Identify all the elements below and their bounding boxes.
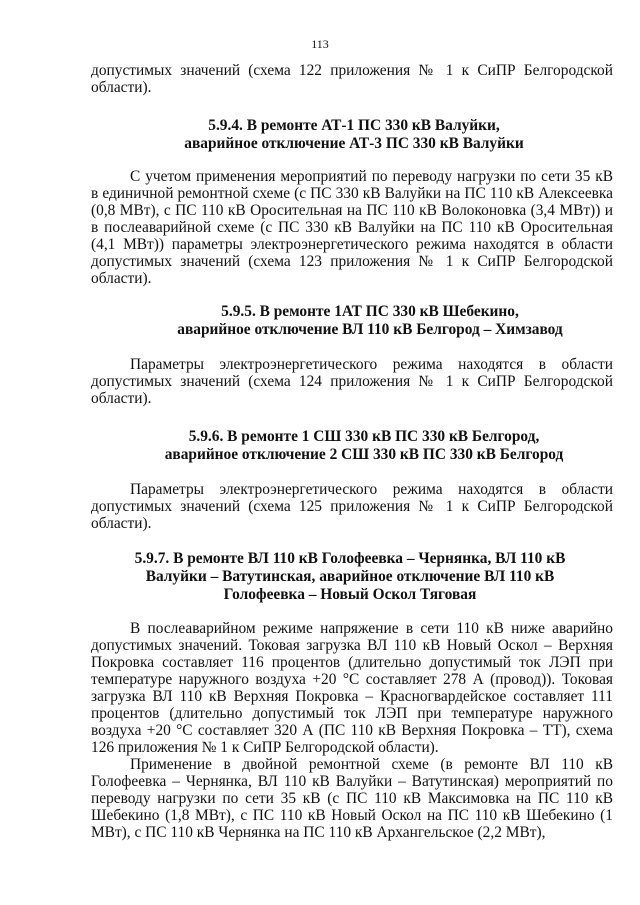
section-heading-5-9-4: 5.9.4. В ремонте АТ-1 ПС 330 кВ Валуйки, аварийное отключение АТ-3 ПС 330 кВ Валуйки	[184, 117, 524, 152]
section-heading-5-9-5: 5.9.5. В ремонте 1АТ ПС 330 кВ Шебекино, аварийное отключение ВЛ 110 кВ Белгород – Химзавод	[177, 303, 563, 338]
page-number: 113	[311, 37, 329, 51]
paragraph-5-9-6: Параметры электроэнергетического режима находятся в области допустимых значений (схема 125 приложения № 1 к СиПР Белгородской области).	[91, 481, 613, 532]
section-heading-5-9-6: 5.9.6. В ремонте 1 СШ 330 кВ ПС 330 кВ Белгород, аварийное отключение 2 СШ 330 кВ ПС 330 кВ Белгород	[164, 428, 564, 463]
paragraph-5-9-5: Параметры электроэнергетического режима находятся в области допустимых значений (схема 124 приложения № 1 к СиПР Белгородской области).	[91, 356, 613, 407]
paragraph-continuation: допустимых значений (схема 122 приложения № 1 к СиПР Белгородской области).	[91, 62, 613, 96]
paragraph-5-9-7-a: В послеаварийном режиме напряжение в сети 110 кВ ниже аварийно допустимых значений. Токовая загрузка ВЛ 110 кВ Новый Оскол – Верхняя Покровка составляет 116 процентов (длительно допустимый ток ЛЭП при температуре наружного воздуха +20 °С составляет 278 А (провод)). Токовая загрузка ВЛ 110 кВ Верхняя Покровка – Красногвардейское составляет 111 процентов (длительно допустимый ток ЛЭП при температуре наружного воздуха +20 °С составляет 320 А (ПС 110 кВ Верхняя Покровка – ТТ), схема 126 приложения № 1 к СиПР Белгородской области).	[91, 620, 613, 756]
paragraph-5-9-4: С учетом применения мероприятий по переводу нагрузки по сети 35 кВ в единичной ремонтной схеме (с ПС 330 кВ Валуйки на ПС 110 кВ Алексеевка (0,8 МВт), с ПС 110 кВ Оросительная на ПС 110 кВ Волоконовка (3,4 МВт)) и в послеаварийной схеме (с ПС 330 кВ Валуйки на ПС 110 кВ Оросительная (4,1 МВт)) параметры электроэнергетического режима находятся в области допустимых значений (схема 123 приложения № 1 к СиПР Белгородской области).	[91, 168, 613, 287]
paragraph-5-9-7-b: Применение в двойной ремонтной схеме (в ремонте ВЛ 110 кВ Голофеевка – Чернянка, ВЛ 110 кВ Валуйки – Ватутинская) мероприятий по переводу нагрузки по сети 35 кВ (с ПС 110 кВ Максимовка на ПС 110 кВ Шебекино (1,8 МВт), с ПС 110 кВ Новый Оскол на ПС 110 кВ Шебекино (1 МВт), с ПС 110 кВ Чернянка на ПС 110 кВ Архангельское (2,2 МВт),	[91, 756, 613, 841]
section-heading-5-9-7: 5.9.7. В ремонте ВЛ 110 кВ Голофеевка – Чернянка, ВЛ 110 кВ Валуйки – Ватутинская, аварийное отключение ВЛ 110 кВ Голофеевка – Новый Оскол Тяговая	[134, 550, 566, 603]
